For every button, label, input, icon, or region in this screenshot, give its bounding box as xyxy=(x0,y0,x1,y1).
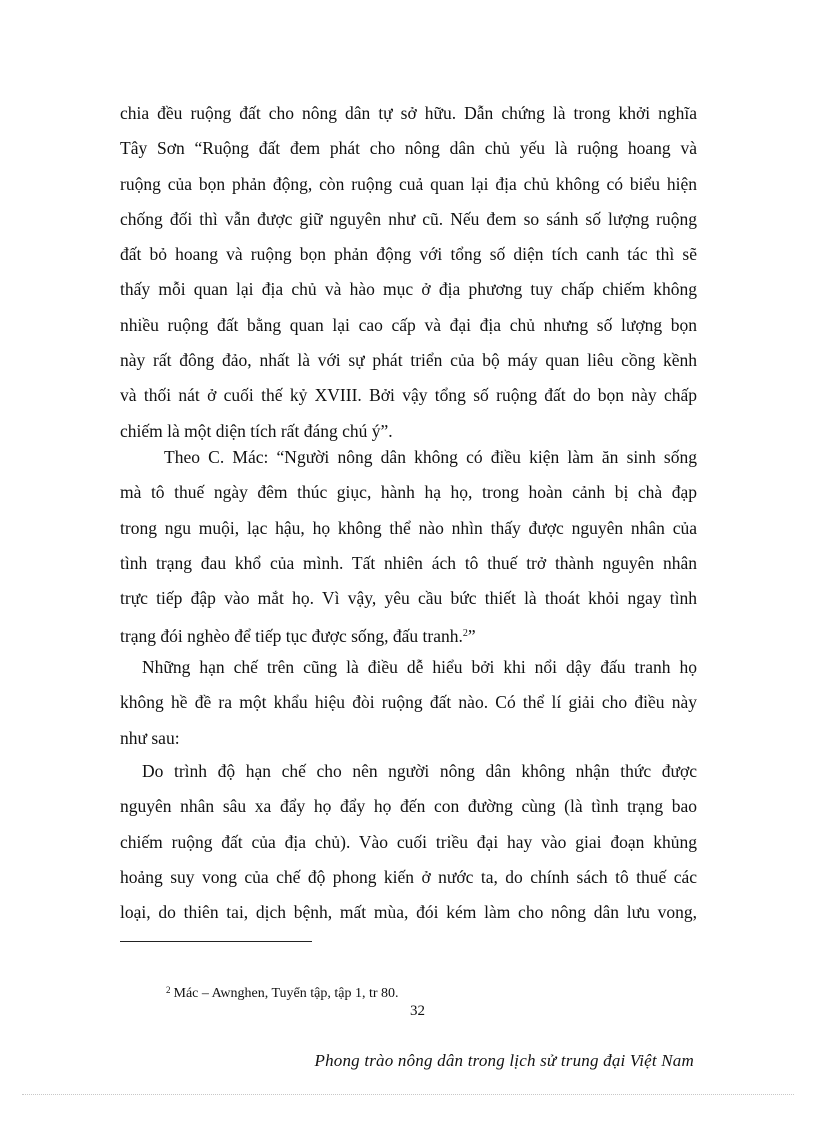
text-line: như sau: xyxy=(120,727,180,748)
text-line: nguyên nhân sâu xa đẩy họ đẩy họ đến con đường cùng (là tình trạng bao xyxy=(120,796,697,817)
text-line: đất bỏ hoang và ruộng bọn phản động với tổng số diện tích canh tác thì sẽ xyxy=(120,244,697,265)
text-line: tình trạng đau khổ của mình. Tất nhiên ách tô thuế trở thành nguyên nhân xyxy=(120,552,697,573)
footnote-text: Mác – Awnghen, Tuyển tập, tập 1, tr 80. xyxy=(173,986,399,1001)
text-line: này rất đông đảo, nhất là với sự phát triển của bộ máy quan liêu cồng kềnh xyxy=(120,350,697,371)
paragraph-1 xyxy=(120,96,697,449)
footnote-separator xyxy=(120,941,312,942)
footnote xyxy=(166,985,399,1002)
text-line: Theo C. Mác: “Người nông dân không có điều kiện làm ăn sinh sống xyxy=(164,447,697,467)
paragraph-2 xyxy=(120,440,697,655)
footnote-reference[interactable]: 2 xyxy=(462,628,468,640)
paragraph-4 xyxy=(120,754,697,930)
text-line: trạng đói nghèo để tiếp tục được sống, đấu tranh. xyxy=(120,626,463,647)
text-line: trực tiếp đập vào mắt họ. Vì vậy, yêu cầu bức thiết là thoát khỏi ngay tình xyxy=(120,588,697,609)
text-line: Tây Sơn “Ruộng đất đem phát cho nông dân chủ yếu là ruộng hoang và xyxy=(120,138,697,159)
text-line: Do trình độ hạn chế cho nên người nông dân không nhận thức được xyxy=(142,761,697,781)
text-line: chống đối thì vẫn được giữ nguyên như cũ. Nếu đem so sánh số lượng ruộng xyxy=(120,208,697,229)
text-line: thấy mỗi quan lại địa chủ và hào mục ở địa phương tuy chấp chiếm không xyxy=(120,279,697,300)
text-line: chiếm ruộng đất của địa chủ). Vào cuối triều đại hay vào giai đoạn khủng xyxy=(120,831,697,852)
text-line: Những hạn chế trên cũng là điều dễ hiểu bởi khi nổi dậy đấu tranh họ xyxy=(142,657,697,677)
text-line: ruộng của bọn phản động, còn ruộng cuả quan lại địa chủ không có biểu hiện xyxy=(120,173,697,194)
text-line: loại, do thiên tai, dịch bệnh, mất mùa, đói kém làm cho nông dân lưu vong, xyxy=(120,902,697,923)
page-bottom-divider xyxy=(22,1094,794,1095)
footer-title: Phong trào nông dân trong lịch sử trung đại Việt Nam xyxy=(314,1051,694,1070)
text-line: chiếm là một diện tích rất đáng chú ý”. xyxy=(120,420,393,441)
text-line: trong ngu muội, lạc hậu, họ không thể nào nhìn thấy được nguyên nhân của xyxy=(120,517,697,538)
text-line: và thối nát ở cuối thế kỷ XVIII. Bởi vậy tổng số ruộng đất do bọn này chấp xyxy=(120,385,697,406)
text-line: mà tô thuế ngày đêm thúc giục, hành hạ họ, trong hoàn cảnh bị chà đạp xyxy=(120,482,697,503)
page-number: 32 xyxy=(410,1003,425,1019)
footnote-number: 2 xyxy=(166,985,171,995)
text-line: nhiều ruộng đất bằng quan lại cao cấp và đại địa chủ nhưng số lượng bọn xyxy=(120,314,697,335)
text-line: không hề đề ra một khẩu hiệu đòi ruộng đất nào. Có thể lí giải cho điều này xyxy=(120,692,697,713)
text-line: chia đều ruộng đất cho nông dân tự sở hữu. Dẫn chứng là trong khởi nghĩa xyxy=(120,103,697,123)
paragraph-3 xyxy=(120,650,697,756)
text-line: hoảng suy vong của chế độ phong kiến ở nước ta, do chính sách tô thuế các xyxy=(120,866,697,887)
closing-quote: ” xyxy=(467,626,476,647)
